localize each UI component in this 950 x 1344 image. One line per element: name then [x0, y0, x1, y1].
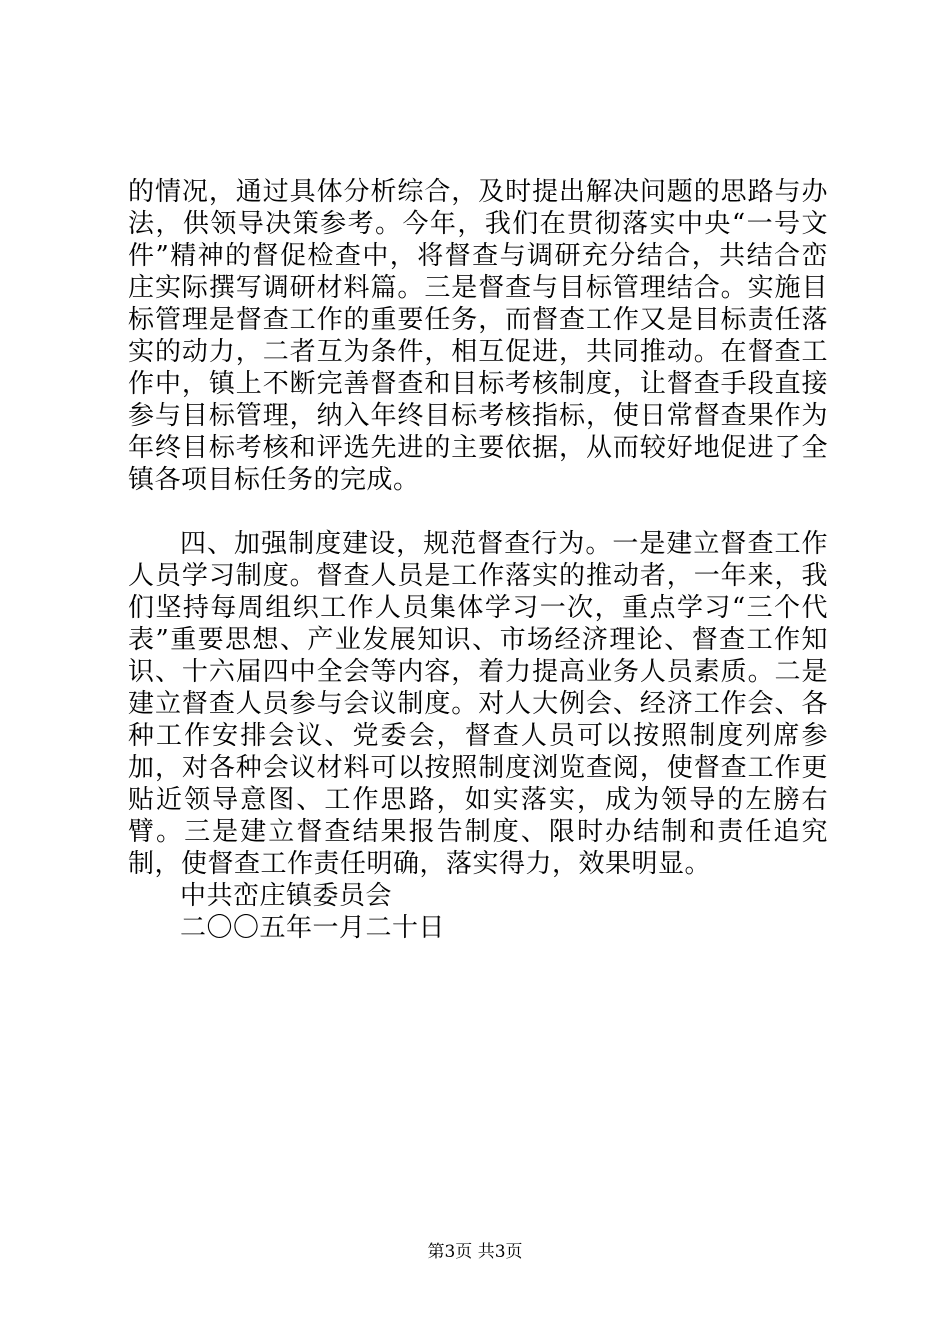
paragraph-section-four: 四、加强制度建设，规范督查行为。一是建立督查工作人员学习制度。督查人员是工作落实的推动者，一年来，我们坚持每周组织工作人员集体学习一次，重点学习“三个代表”重要思想、产业发展知识、市场经济理论、督查工作知识、十六届四中全会等内容，着力提高业务人员素质。二是建立督查人员参与会议制度。对人大例会、经济工作会、各种工作安排会议、党委会，督查人员可以按照制度列席参加，对各种会议材料可以按照制度浏览查阅，使督查工作更贴近领导意图、工作思路，如实落实，成为领导的左膀右臂。三是建立督查结果报告制度、限时办结制和责任追究制，使督查工作责任明确，落实得力，效果明显。 [128, 529, 828, 879]
paragraph-spacer [128, 496, 828, 528]
document-body [128, 176, 828, 944]
signature-organization: 中共峦庄镇委员会 [180, 881, 393, 911]
signature-date: 二〇〇五年一月二十日 [180, 913, 446, 943]
page-number-label: 第3页 共3页 [427, 1242, 523, 1262]
page-footer [0, 1240, 950, 1264]
paragraph-continued: 的情况，通过具体分析综合，及时提出解决问题的思路与办法，供领导决策参考。今年，我们在贯彻落实中央“一号文件”精神的督促检查中，将督查与调研充分结合，共结合峦庄实际撰写调研材料篇。三是督查与目标管理结合。实施目标管理是督查工作的重要任务，而督查工作又是目标责任落实的动力，二者互为条件，相互促进，共同推动。在督查工作中，镇上不断完善督查和目标考核制度，让督查手段直接参与目标管理，纳入年终目标考核指标，使日常督查果作为年终目标考核和评选先进的主要依据，从而较好地促进了全镇各项目标任务的完成。 [128, 177, 828, 495]
